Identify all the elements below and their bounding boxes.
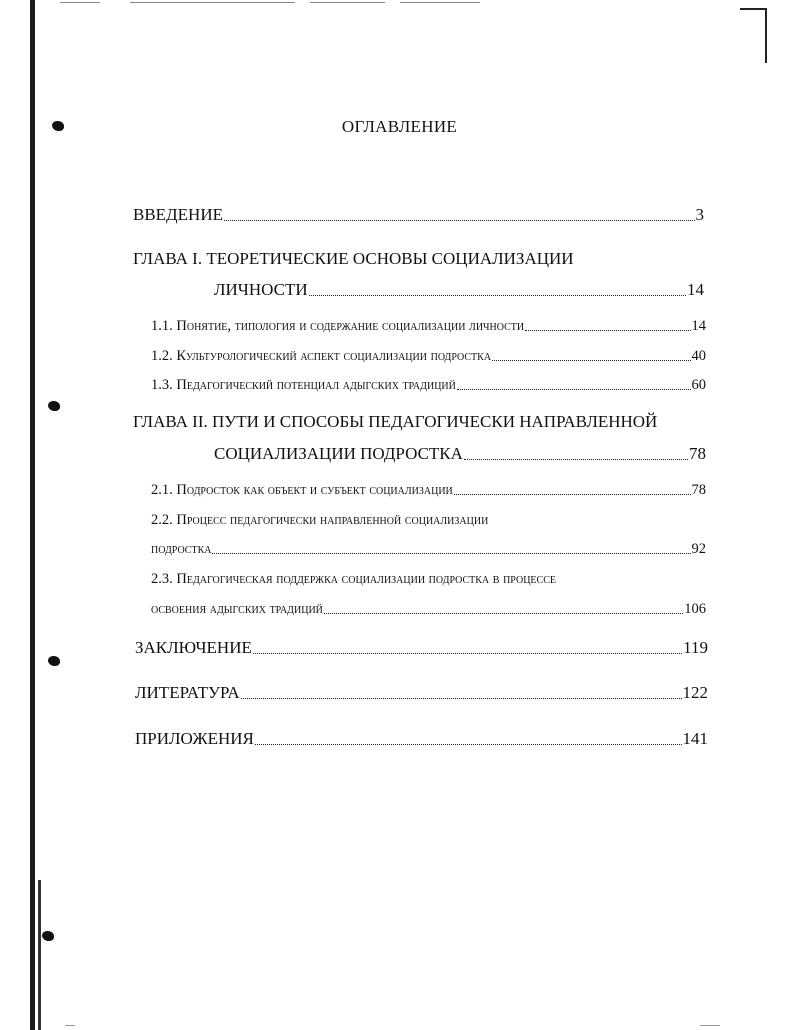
crop-mark-vertical xyxy=(765,8,767,63)
leader-dots xyxy=(525,330,690,331)
scan-line xyxy=(65,1025,75,1026)
toc-entry-conclusion[interactable] xyxy=(135,638,708,658)
hole-punch-mark xyxy=(48,401,60,411)
toc-label: подростка xyxy=(151,541,212,557)
toc-chapter2-heading-line1[interactable]: ГЛАВА II. ПУТИ И СПОСОБЫ ПЕДАГОГИЧЕСКИ НАПРАВЛЕННОЙ xyxy=(133,412,658,431)
toc-entry-section-1-3[interactable] xyxy=(151,377,706,394)
leader-dots xyxy=(255,744,682,745)
leader-dots xyxy=(324,613,683,614)
crop-mark-horizontal xyxy=(740,8,767,10)
toc-label: ПРИЛОЖЕНИЯ xyxy=(135,729,254,748)
toc-section-2-3-line1[interactable]: 2.3. Педагогическая поддержка социализации подростка в процессе xyxy=(151,571,556,587)
leader-dots xyxy=(309,295,686,296)
scan-line xyxy=(700,1025,720,1026)
toc-section-2-2-line1[interactable]: 2.2. Процесс педагогически направленной социализации xyxy=(151,512,489,528)
toc-label: 1.3. Педагогический потенциал адыгских традиций xyxy=(151,377,456,393)
leader-dots xyxy=(253,653,682,654)
toc-chapter1-heading-line1[interactable]: ГЛАВА I. ТЕОРЕТИЧЕСКИЕ ОСНОВЫ СОЦИАЛИЗАЦИИ xyxy=(133,249,574,268)
toc-page-number: 106 xyxy=(684,601,706,617)
toc-page-number: 40 xyxy=(691,348,706,364)
scan-line xyxy=(400,2,480,3)
toc-label: ЗАКЛЮЧЕНИЕ xyxy=(135,638,252,657)
toc-entry-chapter1[interactable] xyxy=(214,280,704,300)
toc-page-number: 92 xyxy=(691,541,706,557)
toc-entry-section-2-2[interactable] xyxy=(151,541,706,558)
toc-page-number: 119 xyxy=(683,638,708,657)
toc-label: 1.1. Понятие, типология и содержание социализации личности xyxy=(151,318,525,334)
toc-label: СОЦИАЛИЗАЦИИ ПОДРОСТКА xyxy=(214,444,463,463)
toc-page-number: 78 xyxy=(691,482,706,498)
leader-dots xyxy=(212,553,690,554)
toc-page-number: 14 xyxy=(687,280,704,299)
toc-entry-intro[interactable] xyxy=(133,205,704,225)
leader-dots xyxy=(224,220,695,221)
toc-page-number: 14 xyxy=(691,318,706,334)
leader-dots xyxy=(457,389,691,390)
scan-line xyxy=(130,2,295,3)
toc-entry-literature[interactable] xyxy=(135,683,708,703)
page-title: ОГЛАВЛЕНИЕ xyxy=(341,117,458,136)
toc-label: ЛИТЕРАТУРА xyxy=(135,683,240,702)
hole-punch-mark xyxy=(42,931,54,941)
hole-punch-mark xyxy=(48,656,60,666)
toc-entry-chapter2[interactable] xyxy=(214,444,706,464)
toc-page-number: 141 xyxy=(682,729,708,748)
toc-page-number: 60 xyxy=(691,377,706,393)
toc-label: 1.2. Культурологический аспект социализации подростка xyxy=(151,348,492,364)
leader-dots xyxy=(492,360,690,361)
scan-line xyxy=(310,2,385,3)
leader-dots xyxy=(241,698,682,699)
scan-line xyxy=(60,2,100,3)
toc-entry-section-2-3[interactable] xyxy=(151,601,706,618)
toc-entry-section-1-2[interactable] xyxy=(151,348,706,365)
leader-dots xyxy=(464,459,688,460)
scan-edge-shadow-lower xyxy=(38,880,41,1030)
leader-dots xyxy=(454,494,691,495)
toc-label: освоения адыгских традиций xyxy=(151,601,323,617)
toc-label: ЛИЧНОСТИ xyxy=(214,280,308,299)
toc-page-number: 3 xyxy=(695,205,704,224)
toc-entry-section-1-1[interactable] xyxy=(151,318,706,335)
toc-entry-section-2-1[interactable] xyxy=(151,482,706,499)
toc-label: 2.1. Подросток как объект и субъект социализации xyxy=(151,482,453,498)
toc-label: ВВЕДЕНИЕ xyxy=(133,205,223,224)
toc-entry-appendix[interactable] xyxy=(135,729,708,749)
scan-edge-shadow xyxy=(30,0,35,1030)
toc-page-number: 78 xyxy=(689,444,706,463)
toc-page-number: 122 xyxy=(682,683,708,702)
